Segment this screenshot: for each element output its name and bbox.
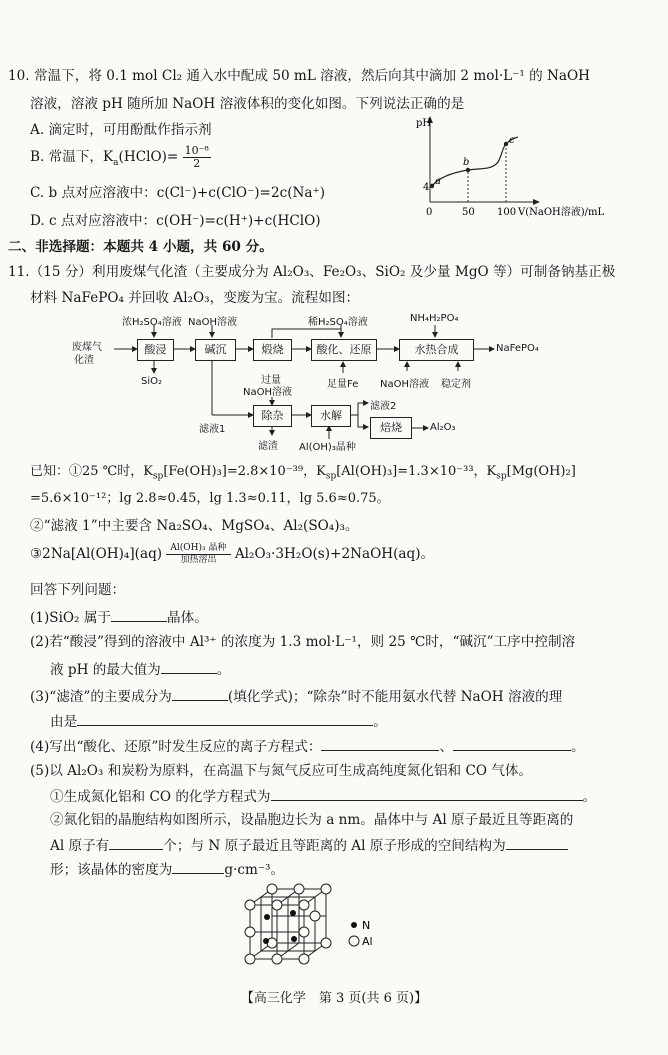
flow-feed-line1: 废煤气 [72,342,102,353]
flow-box-acidify-reduce: 酸化、还原 [311,339,377,361]
graph-y-tick-4: 4 [423,182,430,193]
q11-known-2: ②“滤液 1”中主要含 Na₂SO₄、MgSO₄、Al₂(SO₄)₃。 [30,518,359,534]
graph-y-label: pH [416,118,432,129]
q11-stem-line2: 材料 NaFePO₄ 并回收 Al₂O₃，变废为宝。流程如图： [30,290,360,306]
q11-part2-line2: 液 pH 的最大值为 。 [50,662,231,678]
q11-part3-line1: (3)“滤渣”的主要成分为 (填化学式)；“除杂”时不能用氨水代替 NaOH 溶液的理 [30,689,563,705]
graph-x-arrow [533,199,540,205]
q11-answer-intro: 回答下列问题： [30,582,126,598]
flow-box-hydrolysis: 水解 [311,405,351,427]
q11-part2-line1: (2)若“酸浸”得到的溶液中 Al³⁺ 的浓度为 1.3 mol·L⁻¹，则 25 ℃时，“碱沉”工序中控制溶 [30,634,576,650]
answer-blank-4[interactable] [77,713,373,726]
q11-part1: (1)SiO₂ 属于 晶体。 [30,610,208,626]
answer-blank-6[interactable] [453,738,571,751]
q11-part5: (5)以 Al₂O₃ 和炭粉为原料，在高温下与氮气反应可生成高纯度氮化铝和 CO 气体。 [30,763,533,779]
flow-sio2: SiO₂ [141,376,163,387]
q10-option-c: C. b 点对应溶液中：c(Cl⁻)+c(ClO⁻)=2c(Na⁺) [30,185,325,201]
flow-seed-crystal: Al(OH)₃晶种 [299,442,356,453]
section-2-heading: 二、非选择题：本题共 4 小题，共 60 分。 [8,239,273,255]
process-flowchart [0,305,668,453]
flow-product-al2o3: Al₂O₃ [430,422,456,433]
legend-n-label: N [362,919,371,932]
answer-blank-8[interactable] [109,837,163,850]
answer-blank-9[interactable] [506,837,568,850]
answer-blank-3[interactable] [172,688,228,701]
flow-filtrate-2: 滤液2 [370,401,397,412]
flow-reagent-dilute-h2so4: 稀H₂SO₄溶液 [308,317,368,328]
q11-part5-2-line1: ②氮化铝的晶胞结构如图所示，设晶胞边长为 a nm。晶体中与 Al 原子最近且等距离的 [50,812,574,828]
q10-option-b: B. 常温下，$K_a(HClO)=$ $\frac{\text{10⁻⁸}}{2}$ [30,144,209,171]
flow-box-calcine: 煅烧 [253,339,292,361]
titration-graph [410,112,660,224]
q11-part5-1: ①生成氮化铝和 CO 的化学方程式为 。 [50,789,597,805]
flow-excess-label: 过量 [261,375,281,386]
graph-point-c [504,142,508,146]
graph-x-tick-100: 100 [497,207,517,218]
answer-blank-7[interactable] [271,788,583,801]
graph-label-b: b [463,157,470,168]
flow-feed-line2: 化渣 [74,355,94,366]
graph-point-a [430,184,434,188]
flow-product-nafepo4: NaFePO₄ [496,343,539,354]
graph-origin: 0 [426,207,433,218]
q10-stem-line2: 溶液，溶液 pH 随所加 NaOH 溶液体积的变化如图。下列说法正确的是 [30,96,465,112]
flow-excess-naoh: NaOH溶液 [243,387,292,398]
page-footer: 【高三化学 第 3 页(共 6 页)】 [240,991,428,1006]
flow-stabilizer: 稳定剂 [441,379,471,390]
q10-option-d: D. c 点对应溶液中：c(OH⁻)=c(H⁺)+c(HClO) [30,213,321,229]
graph-x-tick-50: 50 [462,207,475,218]
answer-blank-2[interactable] [161,661,217,674]
graph-point-b [466,168,470,172]
flow-box-hydrothermal: 水热合成 [399,339,474,361]
q11-known-1-cont: =5.6×10⁻¹²；lg 2.8≈0.45，lg 1.3≈0.11，lg 5.6≈0.75。 [30,491,390,506]
q11-stem-line1: 11.（15 分）利用废煤气化渣（主要成分为 Al₂O₃、Fe₂O₃、SiO₂ 及少量 MgO 等）可制备钠基正极 [8,264,616,280]
q11-part3-line2: 由是 。 [50,714,387,730]
flow-filter-residue: 滤渣 [258,441,278,452]
legend-n-dot [351,922,357,928]
q10-option-a: A. 滴定时，可用酚酞作指示剂 [30,122,212,138]
aln-unit-cell [232,883,392,973]
graph-label-a: a [435,176,441,187]
q11-part5-2-line2: Al 原子有 个；与 N 原子最近且等距离的 Al 原子形成的空间结构为 [50,837,568,854]
q11-known-3: ③2Na[Al(OH)₄](aq) Al(OH)₃ 晶种 加热溶出 Al₂O₃·3H₂O(s)+2NaOH(aq)。 [30,543,435,565]
graph-label-c: c [509,135,515,146]
q10-stem-line1: 10. 常温下，将 0.1 mol Cl₂ 通入水中配成 50 mL 溶液，然后向其中滴加 2 mol·L⁻¹ 的 NaOH [8,68,591,84]
legend-al-label: Al [362,935,373,948]
legend-al-circle [349,936,359,946]
answer-blank-5[interactable] [321,738,439,751]
flow-excess-fe: 足量Fe [327,379,359,390]
flow-box-roast: 焙烧 [370,417,412,439]
answer-blank-1[interactable] [111,609,167,622]
flow-box-alkali-precipitate: 碱沉 [195,339,236,361]
flow-naoh-solution-2: NaOH溶液 [380,379,429,390]
graph-x-label: V(NaOH溶液)/mL [518,207,605,218]
q11-part5-2-line3: 形；该晶体的密度为 g·cm⁻³。 [50,862,285,878]
flow-filtrate-1: 滤液1 [199,424,226,435]
answer-blank-10[interactable] [172,861,224,874]
flow-reagent-nh4h2po4: NH₄H₂PO₄ [410,313,459,324]
q11-known-1: 已知：①25 ℃时，$K_{sp}[Fe(OH)_3]=2.8\times 10^{-39}$，$K_{sp}[Al(OH)_3]=1.3\times 10^{-33}$，$K_{sp}[Mg(OH)_2]$ [30,464,576,482]
flow-reagent-naoh: NaOH溶液 [188,317,237,328]
flow-box-acid-leach: 酸浸 [137,339,174,361]
flow-box-remove-impurity: 除杂 [253,405,292,427]
flow-reagent-conc-h2so4: 浓H₂SO₄溶液 [122,317,182,328]
q11-part4: (4)写出“酸化、还原”时发生反应的离子方程式： 、 。 [30,739,585,755]
